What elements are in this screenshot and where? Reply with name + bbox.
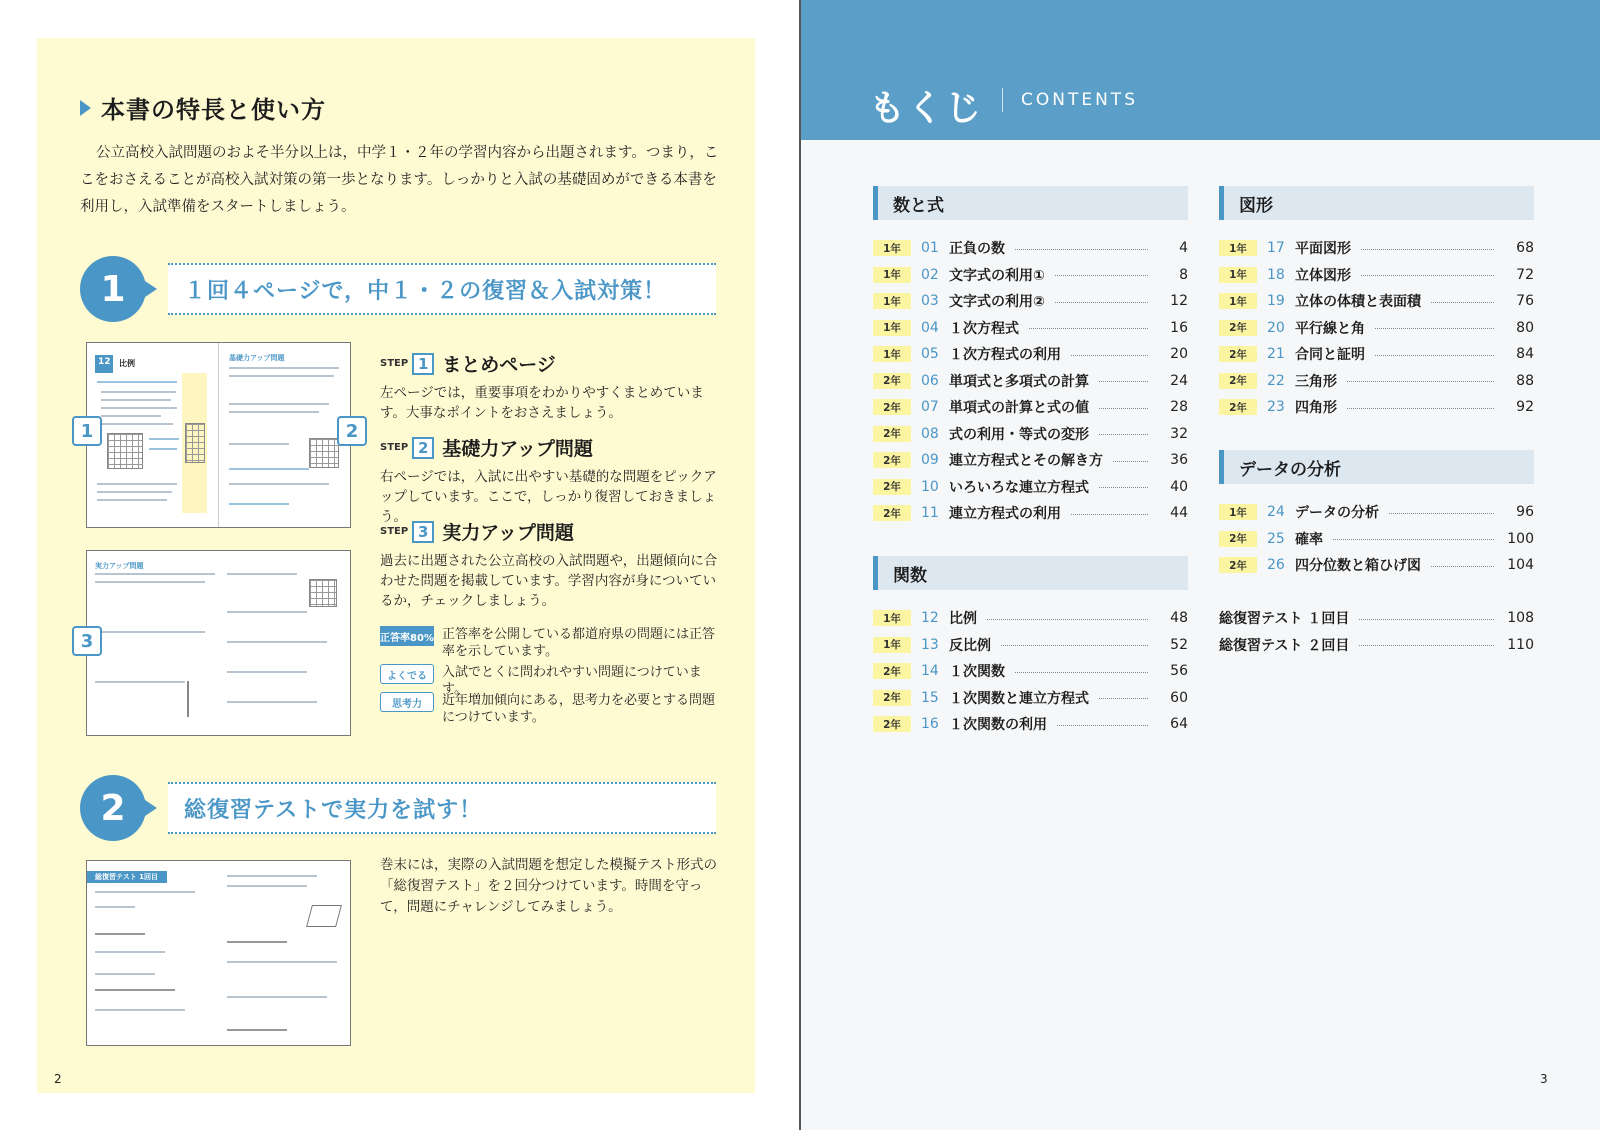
lesson-number: 06 (921, 372, 939, 389)
page-number: 76 (1516, 293, 1534, 309)
grade-badge: 1年 (873, 320, 911, 336)
grade-badge: 1年 (873, 293, 911, 309)
lesson-title: １次関数と連立方程式 (949, 690, 1089, 707)
toc-entry[interactable] (873, 503, 1188, 523)
lesson-number: 17 (1267, 240, 1285, 256)
accuracy-rate-badge: 正答率80% (380, 626, 434, 646)
page-number: 48 (1170, 610, 1188, 626)
lesson-number: 09 (921, 452, 939, 468)
grade-badge: 2年 (873, 399, 911, 415)
intro-title: 本書の特長と使い方 (101, 96, 326, 124)
lesson-number: 19 (1267, 293, 1285, 309)
lesson-title: いろいろな連立方程式 (949, 479, 1089, 496)
lesson-number: 25 (1267, 530, 1285, 547)
leader-dots (1375, 355, 1494, 356)
toc-entry[interactable] (1219, 344, 1534, 364)
lesson-title: 比例 (949, 611, 977, 627)
lesson-title: 三角形 (1295, 373, 1337, 390)
intro-text: 公立高校入試問題のおよそ半分以上は，中学１・２年の学習内容から出題されます。つまり，ここをおさえることが高校入試対策の第一歩となります。しっかりと入試の基礎固めができる本書を利用し，入試準備をスタートしましょう。 (80, 145, 719, 215)
leader-dots (1389, 513, 1494, 514)
leader-dots (1099, 408, 1148, 409)
grade-badge: 1年 (873, 610, 911, 626)
step-3 (380, 518, 720, 611)
triangle-bullet-icon (80, 100, 91, 116)
section-1-title: １回４ページで，中１・２の復習＆入試対策！ (168, 263, 716, 315)
lesson-number: 11 (921, 505, 939, 521)
lesson-number: 18 (1267, 266, 1285, 283)
grade-badge: 1年 (873, 637, 911, 653)
grade-badge: 2年 (1219, 531, 1257, 547)
toc-entry[interactable] (1219, 608, 1534, 628)
leader-dots (1055, 302, 1148, 303)
leader-dots (1057, 725, 1148, 726)
toc-entry[interactable] (873, 688, 1188, 708)
callout-1: 1 (72, 416, 102, 446)
legend-thinking-text: 近年増加傾向にある，思考力を必要とする問題につけています。 (442, 693, 716, 725)
review-test-thumbnail (86, 860, 351, 1046)
thinking-badge: 思考力 (380, 692, 434, 712)
lesson-title: 四角形 (1295, 400, 1337, 416)
thumbnail-chapter-label: 比例 (119, 359, 135, 368)
page-number: 96 (1516, 504, 1534, 520)
lesson-title: 立体図形 (1295, 267, 1351, 284)
lesson-number: 26 (1267, 557, 1285, 573)
toc-entry[interactable] (873, 318, 1188, 338)
leader-dots (1375, 328, 1494, 329)
lesson-title: 総復習テスト １回目 (1219, 611, 1350, 627)
toc-entry[interactable] (873, 291, 1188, 311)
page-number: 16 (1170, 319, 1188, 336)
step-3-number: 3 (412, 521, 434, 543)
grade-badge: 2年 (873, 690, 911, 706)
category-figure: 図形 (1219, 186, 1534, 220)
step-1-number: 1 (412, 353, 434, 375)
page-number: 44 (1170, 505, 1188, 521)
lesson-title: 文字式の利用② (949, 294, 1045, 310)
practice-page-thumbnail (86, 550, 351, 736)
step-2-tag: STEP (380, 442, 409, 453)
page-number: 88 (1516, 372, 1534, 389)
grade-badge: 2年 (1219, 346, 1257, 362)
toc-entry[interactable] (873, 477, 1188, 497)
lesson-title: １次方程式の利用 (949, 347, 1061, 363)
leader-dots (1099, 487, 1148, 488)
category-function: 関数 (873, 556, 1188, 590)
lesson-title: 連立方程式の利用 (949, 506, 1061, 522)
lesson-title: 式の利用・等式の変形 (949, 426, 1089, 443)
grade-badge: 1年 (873, 240, 911, 256)
grade-badge: 1年 (873, 346, 911, 362)
grade-badge: 2年 (873, 452, 911, 468)
leader-dots (1361, 249, 1494, 250)
page-number: 24 (1170, 372, 1188, 389)
page-number: 72 (1516, 266, 1534, 283)
grade-badge: 1年 (1219, 293, 1257, 309)
page-number: 52 (1170, 636, 1188, 653)
leader-dots (1333, 539, 1494, 540)
step-3-title: 実力アップ問題 (442, 522, 574, 544)
legend-accuracy-text: 正答率を公開している都道府県の問題には正答率を示しています。 (442, 627, 716, 659)
lesson-number: 12 (921, 610, 939, 626)
lesson-number: 05 (921, 346, 939, 362)
step-2-number: 2 (412, 437, 434, 459)
toc-entry[interactable] (1219, 635, 1534, 655)
callout-2: 2 (337, 416, 367, 446)
intro-heading (80, 90, 326, 125)
step-1-title: まとめページ (442, 354, 556, 376)
lesson-title: １次関数 (949, 664, 1005, 680)
sample-spread-thumbnail (86, 342, 351, 528)
step-3-tag: STEP (380, 526, 409, 537)
leader-dots (1099, 381, 1148, 382)
lesson-number: 08 (921, 425, 939, 442)
lesson-number: 10 (921, 478, 939, 495)
lesson-number: 24 (1267, 504, 1285, 520)
page-number: 12 (1170, 293, 1188, 309)
step-2-title: 基礎力アップ問題 (442, 438, 593, 460)
section-1-heading (80, 256, 716, 322)
lesson-title: 反比例 (949, 637, 991, 654)
page-number: 80 (1516, 319, 1534, 336)
grade-badge: 2年 (873, 663, 911, 679)
leader-dots (987, 619, 1148, 620)
toc-title: もくじ (869, 88, 984, 129)
page-number: 40 (1170, 478, 1188, 495)
page-number: 64 (1170, 716, 1188, 732)
leader-dots (1071, 355, 1148, 356)
page-number: 28 (1170, 399, 1188, 415)
thumbnail-practice-heading: 実力アップ問題 (95, 562, 144, 570)
lesson-title: 立体の体積と表面積 (1295, 294, 1421, 310)
page-number: 56 (1170, 663, 1188, 679)
page-number: 20 (1170, 346, 1188, 362)
grade-badge: 2年 (873, 479, 911, 495)
page-number: 104 (1507, 557, 1534, 573)
step-1 (380, 350, 720, 423)
section-2-text: 巻末には，実際の入試問題を想定した模擬テスト形式の「総復習テスト」を２回分つけています。時間を守って，問題にチャレンジしてみましょう。 (380, 857, 717, 915)
page-number: 4 (1179, 240, 1188, 256)
grade-badge: 2年 (873, 426, 911, 442)
page-number: 84 (1516, 346, 1534, 362)
leader-dots (1055, 275, 1148, 276)
toc-entry[interactable] (873, 714, 1188, 734)
legend-frequent-text: 入試でとくに問われやすい問題につけています。 (442, 665, 702, 697)
frequent-badge: よくでる (380, 664, 434, 684)
lesson-number: 07 (921, 399, 939, 415)
page-number: 8 (1179, 266, 1188, 283)
step-2 (380, 434, 720, 527)
leader-dots (1001, 645, 1148, 646)
toc-entry[interactable] (873, 608, 1188, 628)
toc-entry[interactable] (873, 635, 1188, 655)
lesson-number: 22 (1267, 372, 1285, 389)
toc-entry[interactable] (1219, 555, 1534, 575)
legend-thinking (380, 692, 720, 726)
grade-badge: 1年 (873, 267, 911, 283)
section-2-number: 2 (80, 775, 146, 841)
leader-dots (1359, 645, 1494, 646)
page-number: 110 (1507, 636, 1534, 653)
toc-title-divider (1002, 88, 1003, 112)
toc-entry[interactable] (1219, 291, 1534, 311)
thumbnail-right-heading: 基礎力アップ問題 (229, 354, 285, 362)
lesson-title: 連立方程式とその解き方 (949, 453, 1103, 469)
toc-entry[interactable] (873, 661, 1188, 681)
lesson-number: 14 (921, 663, 939, 679)
lesson-number: 16 (921, 716, 939, 732)
grade-badge: 1年 (1219, 504, 1257, 520)
grade-badge: 2年 (873, 373, 911, 389)
category-data-analysis: データの分析 (1219, 450, 1534, 484)
grade-badge: 2年 (1219, 399, 1257, 415)
lesson-title: 四分位数と箱ひげ図 (1295, 558, 1421, 574)
legend-accuracy-rate (380, 626, 720, 660)
toc-subtitle: CONTENTS (1021, 90, 1138, 110)
grade-badge: 2年 (1219, 373, 1257, 389)
page-number: 108 (1507, 610, 1534, 626)
toc-entry[interactable] (873, 238, 1188, 258)
page-number: 68 (1516, 240, 1534, 256)
toc-entry[interactable] (1219, 371, 1534, 391)
lesson-title: 平行線と角 (1295, 320, 1365, 337)
thumbnail-review-heading: 総復習テスト 1回目 (95, 873, 159, 881)
step-1-desc: 左ページでは，重要事項をわかりやすくまとめています。大事なポイントをおさえましょう。 (380, 385, 704, 421)
step-3-desc: 過去に出題された公立高校の入試問題や，出題傾向に合わせた問題を掲載しています。学習内容が身についているか，チェックしましょう。 (380, 553, 718, 609)
leader-dots (1431, 302, 1494, 303)
leader-dots (1359, 619, 1494, 620)
lesson-title: 確率 (1295, 531, 1323, 548)
lesson-number: 21 (1267, 346, 1285, 362)
grade-badge: 1年 (1219, 267, 1257, 283)
page-number: 92 (1516, 399, 1534, 415)
lesson-title: 単項式と多項式の計算 (949, 373, 1089, 390)
section-1-number: 1 (80, 256, 146, 322)
leader-dots (1361, 275, 1494, 276)
leader-dots (1347, 408, 1494, 409)
lesson-title: 文字式の利用① (949, 267, 1045, 284)
grade-badge: 2年 (1219, 320, 1257, 336)
grade-badge: 2年 (873, 716, 911, 732)
lesson-title: １次関数の利用 (949, 717, 1047, 733)
lesson-title: 総復習テスト ２回目 (1219, 637, 1350, 654)
lesson-number: 02 (921, 266, 939, 283)
toc-entry[interactable] (873, 344, 1188, 364)
thumbnail-badge-number: 12 (98, 357, 111, 367)
lesson-title: 平面図形 (1295, 241, 1351, 257)
grade-badge: 2年 (873, 505, 911, 521)
toc-entry[interactable] (1219, 238, 1534, 258)
lesson-number: 04 (921, 319, 939, 336)
leader-dots (1099, 434, 1148, 435)
lesson-number: 20 (1267, 319, 1285, 336)
toc-entry[interactable] (1219, 318, 1534, 338)
page-number-left: 2 (54, 1072, 62, 1086)
grade-badge: 1年 (1219, 240, 1257, 256)
leader-dots (1015, 672, 1148, 673)
section-2-heading (80, 775, 716, 841)
lesson-number: 01 (921, 240, 939, 256)
toc-entry[interactable] (1219, 397, 1534, 417)
leader-dots (1099, 698, 1148, 699)
toc-entry[interactable] (873, 371, 1188, 391)
leader-dots (1113, 461, 1148, 462)
step-2-desc: 右ページでは，入試に出やすい基礎的な問題をピックアップしています。ここで，しっかり復習しておきましょう。 (380, 469, 717, 525)
toc-entry[interactable] (873, 424, 1188, 444)
lesson-number: 23 (1267, 399, 1285, 415)
toc-entry[interactable] (1219, 502, 1534, 522)
toc-entry[interactable] (1219, 529, 1534, 549)
toc-entry[interactable] (873, 450, 1188, 470)
lesson-title: 単項式の計算と式の値 (949, 400, 1089, 416)
lesson-title: 正負の数 (949, 241, 1005, 257)
lesson-number: 13 (921, 636, 939, 653)
page-number-right: 3 (1540, 1072, 1548, 1086)
toc-entry[interactable] (873, 397, 1188, 417)
section-2-title: 総復習テストで実力を試す！ (168, 782, 716, 834)
lesson-title: 合同と証明 (1295, 347, 1365, 363)
toc-entry[interactable] (873, 265, 1188, 285)
leader-dots (1015, 249, 1148, 250)
toc-entry[interactable] (1219, 265, 1534, 285)
lesson-number: 15 (921, 689, 939, 706)
category-number-expression: 数と式 (873, 186, 1188, 220)
page-number: 36 (1170, 452, 1188, 468)
leader-dots (1431, 566, 1494, 567)
lesson-title: １次方程式 (949, 320, 1019, 337)
grade-badge: 2年 (1219, 557, 1257, 573)
lesson-number: 03 (921, 293, 939, 309)
page-number: 100 (1507, 530, 1534, 547)
step-1-tag: STEP (380, 358, 409, 369)
leader-dots (1071, 514, 1148, 515)
callout-3: 3 (72, 626, 102, 656)
leader-dots (1347, 381, 1494, 382)
lesson-title: データの分析 (1295, 505, 1379, 521)
page-number: 60 (1170, 689, 1188, 706)
leader-dots (1029, 328, 1148, 329)
page-number: 32 (1170, 425, 1188, 442)
